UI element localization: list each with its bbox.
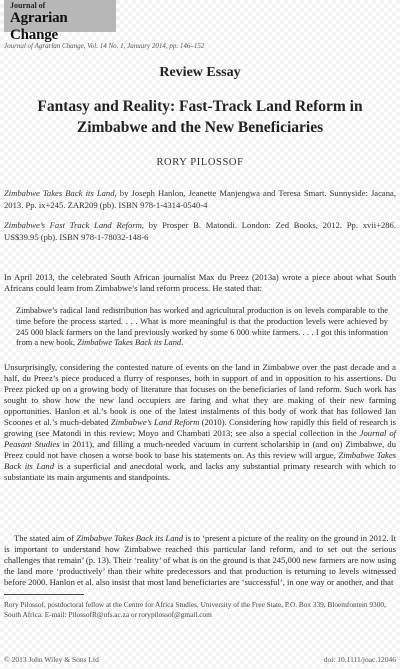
paragraph-3-part-c: is to ‘present a picture of the reality on the ground in 2012. It is important to understand how Zimbabwe reached this particular land reform, and to set out the serious challenges that remain’ (p. 13). Their ‘reality’ of what is on the ground is that 245,000 new farmers are now using the land more ‘productively’ than their white predecessors and that production is returning to levels witnessed before 2000. Hanlon et al. also insist that most land beneficiaries are ‘successful’, in one way or another, and that xyxy=(4,533,396,587)
doi-link[interactable]: doi: 10.1111/joac.12046 xyxy=(323,655,396,664)
paragraph-2-part-c: (2010). Considering how rapidly this field of research is growing (see Matondi in this review; Moyo and Chambati 2013; see also a special collection in the xyxy=(4,417,396,438)
book-reference-1 xyxy=(4,188,396,211)
paragraph-2-part-g: is a superficial and anecdotal work, and lacks any substantial primary research with which to substantiate its main arguments and standpoints. xyxy=(4,461,396,482)
book-reference-1-title: Zimbabwe Takes Back its Land xyxy=(4,188,115,198)
journal-logo-of: Journal of xyxy=(10,1,46,10)
paragraph-2-book-title-2: Zimbabwe Takes Back its Land xyxy=(4,450,397,471)
paragraph-2-book-title: Zimbabwe’s Land Reform xyxy=(110,417,200,427)
article-title-line-2: Zimbabwe and the New Beneficiaries xyxy=(76,119,324,136)
author-footnote: Rory Pilossof, postdoctoral fellow at the Centre for Africa Studies, University of the Free State, P.O. Box 339, Bloemfontein 9300, South Africa. E-mail: PilossofR@ufs.ac.za or rorypilossof@gmail.com xyxy=(4,600,386,619)
journal-citation: Journal of Agrarian Change, Vol. 14 No. 1, January 2014, pp. 146–152 xyxy=(4,42,205,50)
paragraph-2-journal-title: Journal of Peasant Studies xyxy=(4,428,396,449)
section-title: Review Essay xyxy=(159,65,241,80)
block-quote xyxy=(16,306,388,349)
book-reference-2 xyxy=(4,220,396,243)
paragraph-3-book-title: Zimbabwe Takes Back its Land xyxy=(76,533,184,543)
paragraph-1: In April 2013, the celebrated South African journalist Max du Preez (2013a) wrote a piece about what South Africans could learn from Zimbabwe’s land reform process. He stated that: xyxy=(4,272,396,293)
article-title-line-1: Fantasy and Reality: Fast-Track Land Reform in xyxy=(37,98,363,115)
block-quote-book-title: Zimbabwe Takes Back its Land xyxy=(77,338,182,348)
block-quote-end: . xyxy=(181,338,184,348)
paragraph-3-part-a: The stated aim of xyxy=(14,533,77,543)
footnote-divider xyxy=(4,594,84,595)
copyright-notice: © 2013 John Wiley & Sons Ltd xyxy=(4,655,99,664)
book-reference-2-title: Zimbabwe’s Fast Track Land Reform xyxy=(4,220,142,230)
author-name: RORY PILOSSOF xyxy=(156,157,244,168)
paragraph-2-part-e: in 2011), and filling a much-needed vacuum in current scholarship in (and on) Zimbabwe, du Preez could not have chosen a worse book to base his statements on. As this review will argue, xyxy=(4,439,396,460)
book-reference-2-details: , by Prosper B. Matondi. London: Zed Books, 2012. Pp. xvii+286. US$39.95 (pb). ISBN 978-1-78032-148-6 xyxy=(4,220,397,242)
block-quote-text: Zimbabwe’s radical land redistribution has worked and agricultural production is on levels comparable to the time before the process started. . . . What is more meaningful is that the production levels were achieved by 245 000 black farmers on the land previously worked by some 6 000 white farmers. . . . I got this information from a new book, xyxy=(16,306,388,348)
paragraph-2 xyxy=(4,362,396,483)
journal-logo xyxy=(4,0,116,43)
paragraph-2-part-a: Unsurprisingly, considering the contested nature of events on the land in Zimbabwe over the past decade and a half, du Preez’s piece produced a flurry of responses, both in support of and in opposition to his assertions. Du Preez picked up on a growing body of literature that focuses on the beneficiaries of land reform. Such work has sought to show how the new land occupiers are faring and what they are making of their new farming opportunities. Hanlon et al.’s book is one of the latest instalments of this body of work that has followed Ian Scoones et al.’s much-debated xyxy=(4,362,396,427)
article-title xyxy=(0,96,400,138)
book-reference-1-details: , by Joseph Hanlon, Jeanette Manjengwa and Teresa Smart. Sunnyside: Jacana, 2013. Pp. ix+245. ZAR209 (pb). ISBN 978-1-4314-0540-4 xyxy=(4,188,396,210)
journal-logo-name: Agrarian Change xyxy=(10,10,68,43)
paragraph-3 xyxy=(4,533,396,588)
